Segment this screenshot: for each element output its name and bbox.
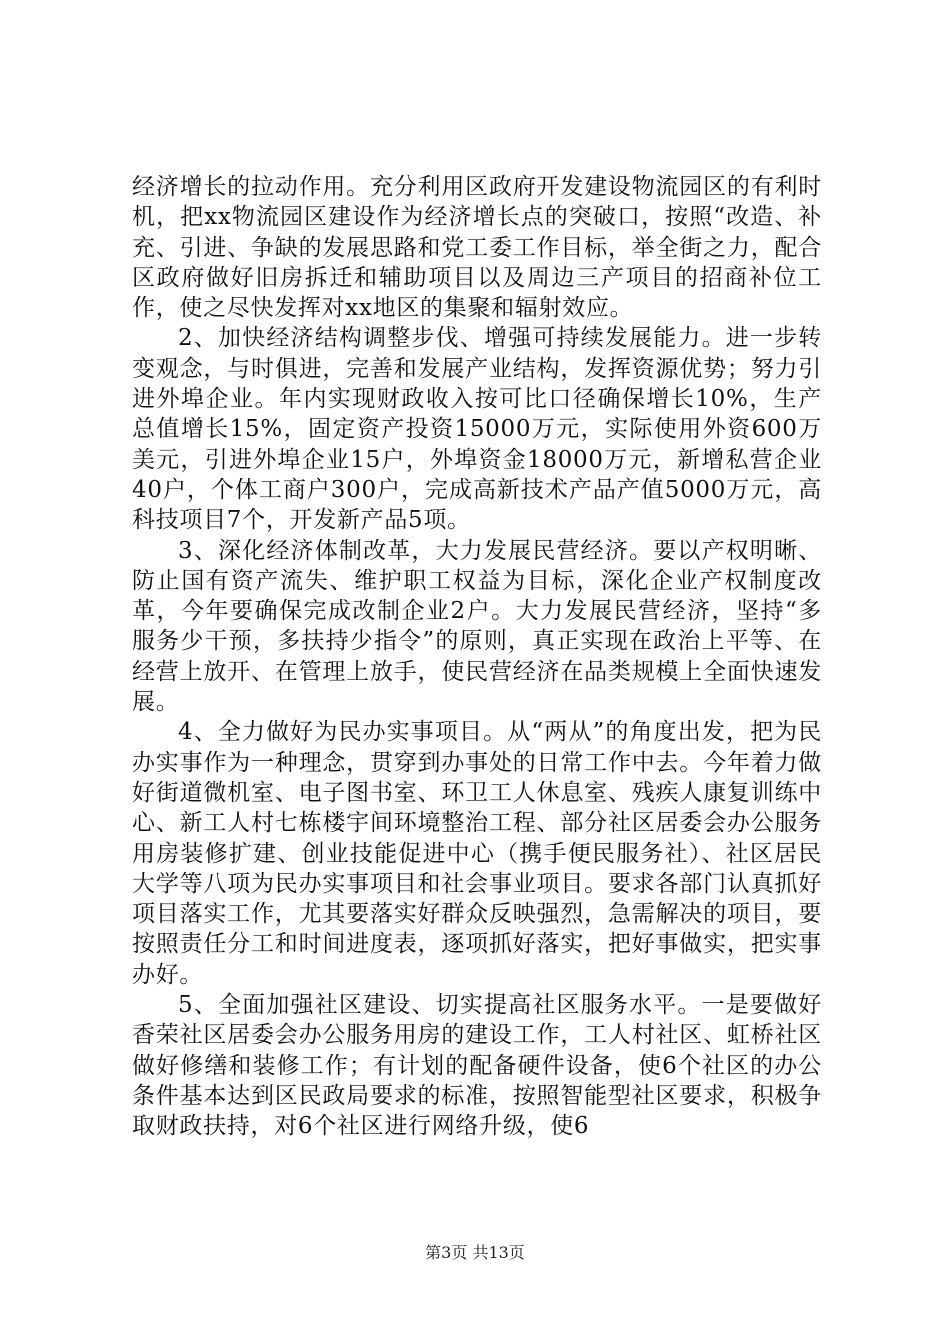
paragraph-4: 4、全力做好为民办实事项目。从“两从”的角度出发，把为民办实事作为一种理念，贯穿到办事处的日常工作中去。今年着力做好街道微机室、电子图书室、环卫工人休息室、残疾人康复训练中心、新工人村七栋楼宇间环境整治工程、部分社区居委会办公服务用房装修扩建、创业技能促进中心（携手便民服务社）、社区居民大学等八项为民办实事项目和社会事业项目。要求各部门认真抓好项目落实工作，尤其要落实好群众反映强烈，急需解决的项目，要按照责任分工和时间进度表，逐项抓好落实，把好事做实，把实事办好。 [132,719,822,988]
paragraph-1: 经济增长的拉动作用。充分利用区政府开发建设物流园区的有利时机，把xx物流园区建设作为经济增长点的突破口，按照“改造、补充、引进、争缺的发展思路和党工委工作目标，举全街之力，配合区政府做好旧房拆迁和辅助项目以及周边三产项目的招商补位工作，使之尽快发挥对xx地区的集聚和辐射效应。 [132,174,822,322]
document-body [132,172,822,1142]
paragraph-3: 3、深化经济体制改革，大力发展民营经济。要以产权明晰、防止国有资产流失、维护职工权益为目标，深化企业产权制度改革，今年要确保完成改制企业2户。大力发展民营经济，坚持“多服务少干预，多扶持少指令”的原则，真正实现在政治上平等、在经营上放开、在管理上放手，使民营经济在品类规模上全面快速发展。 [132,537,822,716]
paragraph-2: 2、加快经济结构调整步伐、增强可持续发展能力。进一步转变观念，与时俱进，完善和发展产业结构，发挥资源优势；努力引进外埠企业。年内实现财政收入按可比口径确保增长10%，生产总值增长15%，固定资产投资15000万元，实际使用外资600万美元，引进外埠企业15户，外埠资金18000万元，新增私营企业40户，个体工商户300户，完成高新技术产品产值5000万元，高科技项目7个，开发新产品5项。 [132,325,822,534]
paragraph-5: 5、全面加强社区建设、切实提高社区服务水平。一是要做好香荣社区居委会办公服务用房的建设工作，工人村社区、虹桥社区做好修缮和装修工作；有计划的配备硬件设备，使6个社区的办公条件基本达到区民政局要求的标准，按照智能型社区要求，积极争取财政扶持，对6个社区进行网络升级，使6 [132,992,822,1140]
page-number-footer: 第3页 共13页 [425,1243,525,1262]
